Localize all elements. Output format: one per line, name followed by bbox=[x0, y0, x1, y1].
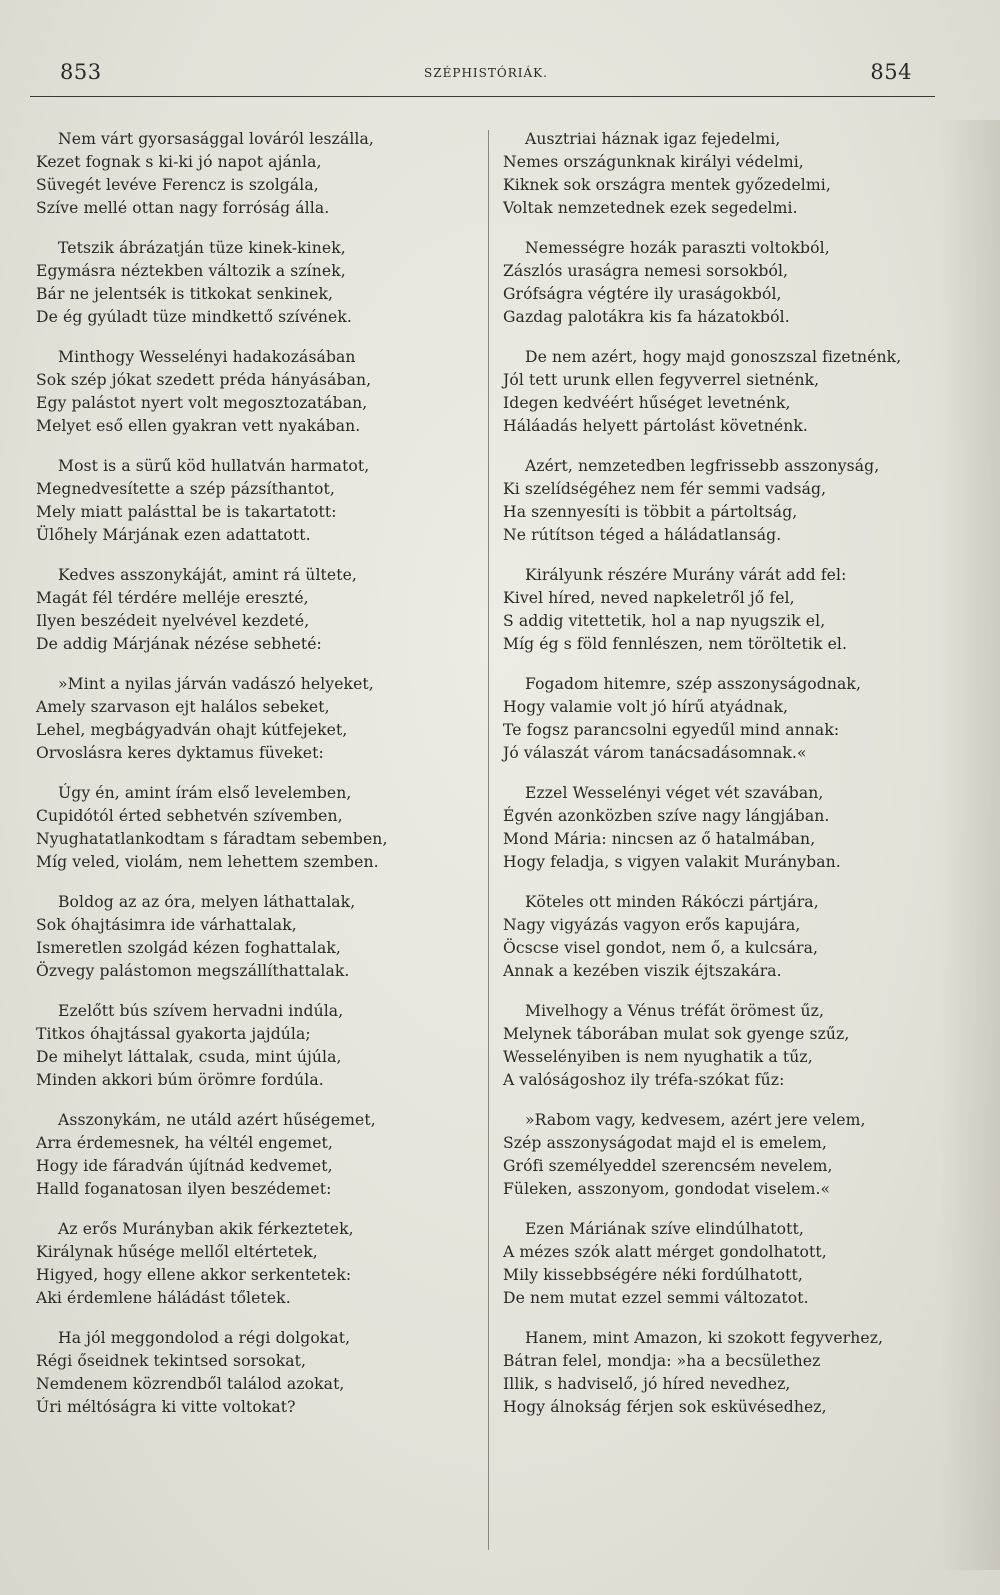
stanza bbox=[503, 128, 935, 220]
verse-line: Nagy vigyázás vagyon erős kapujára, bbox=[503, 916, 801, 934]
verse-line: Titkos óhajtással gyakorta jajdúla; bbox=[36, 1025, 311, 1043]
stanza bbox=[503, 1218, 935, 1310]
verse-line: Hogy ide fáradván újítnád kedvemet, bbox=[36, 1157, 333, 1175]
verse-line: Minthogy Wesselényi hadakozásában bbox=[58, 348, 356, 366]
stanza bbox=[36, 564, 466, 656]
stanza bbox=[503, 673, 935, 765]
verse-line: Megnedvesítette a szép pázsíthantot, bbox=[36, 480, 335, 498]
verse-line: Magát fél térdére melléje ereszté, bbox=[36, 589, 309, 607]
verse-line: Kezet fognak s ki-ki jó napot ajánla, bbox=[36, 153, 322, 171]
stanza bbox=[36, 1218, 466, 1310]
stanza bbox=[36, 1000, 466, 1092]
verse-line: Cupidótól érted sebhetvén szívemben, bbox=[36, 807, 343, 825]
verse-line: Mily kissebbségére néki fordúlhatott, bbox=[503, 1266, 803, 1284]
verse-line: Köteles ott minden Rákóczi pártjára, bbox=[525, 893, 819, 911]
verse-line: Régi őseidnek tekintsed sorsokat, bbox=[36, 1352, 307, 1370]
verse-line: Ausztriai háznak igaz fejedelmi, bbox=[525, 130, 781, 148]
verse-line: Illik, s hadviselő, jó híred nevedhez, bbox=[503, 1375, 791, 1393]
verse-line: Füleken, asszonyom, gondodat viselem.« bbox=[503, 1180, 831, 1198]
verse-line: Ne rútítson téged a háládatlanság. bbox=[503, 526, 782, 544]
stanza bbox=[503, 237, 935, 329]
verse-line: Az erős Murányban akik férkeztetek, bbox=[58, 1220, 354, 1238]
verse-line: Mond Mária: nincsen az ő hatalmában, bbox=[503, 830, 816, 848]
verse-line: Amely szarvason ejt halálos sebeket, bbox=[36, 698, 330, 716]
verse-line: Úri méltóságra ki vitte voltokat? bbox=[36, 1398, 296, 1416]
verse-line: De mihelyt láttalak, csuda, mint újúla, bbox=[36, 1048, 342, 1066]
stanza bbox=[36, 1327, 466, 1419]
verse-line: Szíve mellé ottan nagy forróság álla. bbox=[36, 199, 330, 217]
verse-line: Nem várt gyorsasággal lováról leszálla, bbox=[58, 130, 374, 148]
stanza bbox=[503, 564, 935, 656]
stanza bbox=[36, 237, 466, 329]
verse-line: Süvegét levéve Ferencz is szolgála, bbox=[36, 176, 319, 194]
verse-line: Hogy álnokság férjen sok esküvésedhez, bbox=[503, 1398, 827, 1416]
verse-line: Hogy valamie volt jó hírű atyádnak, bbox=[503, 698, 789, 716]
stanza bbox=[503, 1327, 935, 1419]
verse-line: Ezzel Wesselényi véget vét szavában, bbox=[525, 784, 824, 802]
stanza bbox=[36, 455, 466, 547]
verse-line: Ha jól meggondolod a régi dolgokat, bbox=[58, 1329, 351, 1347]
verse-line: Fogadom hitemre, szép asszonyságodnak, bbox=[525, 675, 861, 693]
verse-line: Míg ég s föld fennlészen, nem töröltetik el. bbox=[503, 635, 848, 653]
verse-line: Annak a kezében viszik éjtszakára. bbox=[503, 962, 782, 980]
verse-line: Ismeretlen szolgád kézen foghattalak, bbox=[36, 939, 341, 957]
stanza bbox=[503, 891, 935, 983]
verse-line: Halld foganatosan ilyen beszédemet: bbox=[36, 1180, 332, 1198]
verse-line: Hogy feladja, s vigyen valakit Murányban. bbox=[503, 853, 841, 871]
verse-line: Idegen kedvéért hűséget levetnénk, bbox=[503, 394, 791, 412]
verse-line: Háláadás helyett pártolást követnénk. bbox=[503, 417, 808, 435]
stanza bbox=[36, 346, 466, 438]
verse-line: Királyunk részére Murány várát add fel: bbox=[525, 566, 847, 584]
running-title: SZÉPHISTÓRIÁK. bbox=[424, 66, 548, 80]
verse-line: Voltak nemzetednek ezek segedelmi. bbox=[503, 199, 798, 217]
verse-line: Nyughatatlankodtam s fáradtam sebemben, bbox=[36, 830, 388, 848]
verse-line: »Rabom vagy, kedvesem, azért jere velem, bbox=[525, 1111, 866, 1129]
verse-line: Minden akkori búm örömre fordúla. bbox=[36, 1071, 324, 1089]
verse-line: Egymásra néztekben változik a színek, bbox=[36, 262, 346, 280]
stanza bbox=[503, 346, 935, 438]
stanza bbox=[36, 673, 466, 765]
verse-line: Bátran felel, mondja: »ha a becsülethez bbox=[503, 1352, 821, 1370]
verse-line: Grófságra végtére ily uraságokból, bbox=[503, 285, 782, 303]
verse-line: De nem mutat ezzel semmi változatot. bbox=[503, 1289, 809, 1307]
verse-line: Nemdenem közrendből találod azokat, bbox=[36, 1375, 345, 1393]
verse-line: Kiknek sok országra mentek győzedelmi, bbox=[503, 176, 831, 194]
stanza bbox=[503, 455, 935, 547]
verse-line: Higyed, hogy ellene akkor serkentetek: bbox=[36, 1266, 352, 1284]
verse-line: A valóságoshoz ily tréfa-szókat fűz: bbox=[503, 1071, 785, 1089]
stanza bbox=[503, 1109, 935, 1201]
verse-line: S addig vitettetik, hol a nap nyugszik el, bbox=[503, 612, 826, 630]
verse-line: Özvegy palástomon megszállíthattalak. bbox=[36, 962, 350, 980]
verse-line: Sok óhajtásimra ide várhattalak, bbox=[36, 916, 297, 934]
verse-line: Királynak hűsége mellől eltértetek, bbox=[36, 1243, 318, 1261]
stanza bbox=[36, 128, 466, 220]
verse-line: Ilyen beszédeit nyelvével kezdeté, bbox=[36, 612, 310, 630]
verse-line: Ülőhely Márjának ezen adattatott. bbox=[36, 526, 311, 544]
page-number-right: 854 bbox=[870, 60, 912, 84]
verse-line: Lehel, megbágyadván ohajt kútfejeket, bbox=[36, 721, 348, 739]
verse-line: Boldog az az óra, melyen láthattalak, bbox=[58, 893, 356, 911]
verse-line: Sok szép jókat szedett préda hányásában, bbox=[36, 371, 372, 389]
page-number-left: 853 bbox=[60, 60, 102, 84]
verse-line: Ezelőtt bús szívem hervadni indúla, bbox=[58, 1002, 344, 1020]
verse-line: Szép asszonyságodat majd el is emelem, bbox=[503, 1134, 827, 1152]
verse-line: Tetszik ábrázatján tüze kinek-kinek, bbox=[58, 239, 346, 257]
header-rule bbox=[30, 96, 935, 97]
verse-line: Melyet eső ellen gyakran vett nyakában. bbox=[36, 417, 361, 435]
verse-line: A mézes szók alatt mérget gondolhatott, bbox=[503, 1243, 827, 1261]
verse-line: Te fogsz parancsolni egyedűl mind annak: bbox=[503, 721, 840, 739]
verse-line: Hanem, mint Amazon, ki szokott fegyverhez, bbox=[525, 1329, 884, 1347]
verse-line: De addig Márjának nézése sebheté: bbox=[36, 635, 322, 653]
verse-line: Egy palástot nyert volt megosztozatában, bbox=[36, 394, 368, 412]
verse-line: Aki érdemlene háládást tőletek. bbox=[36, 1289, 291, 1307]
verse-line: Jól tett urunk ellen fegyverrel sietnénk, bbox=[503, 371, 820, 389]
stanza bbox=[36, 1109, 466, 1201]
verse-line: Melynek táborában mulat sok gyenge szűz, bbox=[503, 1025, 850, 1043]
verse-line: Zászlós uraságra nemesi sorsokból, bbox=[503, 262, 789, 280]
page-header bbox=[60, 60, 912, 90]
verse-line: Kedves asszonykáját, amint rá ültete, bbox=[58, 566, 357, 584]
verse-line: Nemességre hozák paraszti voltokból, bbox=[525, 239, 830, 257]
stanza bbox=[503, 782, 935, 874]
column-divider bbox=[488, 130, 489, 1550]
verse-line: Bár ne jelentsék is titkokat senkinek, bbox=[36, 285, 334, 303]
verse-line: Úgy én, amint írám első levelemben, bbox=[58, 784, 352, 802]
stanza bbox=[36, 891, 466, 983]
verse-line: Nemes országunknak királyi védelmi, bbox=[503, 153, 804, 171]
verse-line: Grófi személyeddel szerencsém nevelem, bbox=[503, 1157, 833, 1175]
verse-line: »Mint a nyilas járván vadászó helyeket, bbox=[58, 675, 374, 693]
verse-line: Mely miatt palásttal be is takartatott: bbox=[36, 503, 337, 521]
verse-line: Öcscse visel gondot, nem ő, a kulcsára, bbox=[503, 939, 819, 957]
verse-line: Mivelhogy a Vénus tréfát örömest űz, bbox=[525, 1002, 825, 1020]
verse-line: Ha szennyesíti is többit a pártoltság, bbox=[503, 503, 798, 521]
verse-line: Asszonykám, ne utáld azért hűségemet, bbox=[58, 1111, 376, 1129]
verse-line: Orvoslásra keres dyktamus füveket: bbox=[36, 744, 324, 762]
verse-line: Kivel híred, neved napkeletről jő fel, bbox=[503, 589, 795, 607]
verse-line: Jó válaszát várom tanácsadásomnak.« bbox=[503, 744, 807, 762]
verse-line: Gazdag palotákra kis fa házatokból. bbox=[503, 308, 790, 326]
verse-line: Égvén azonközben szíve nagy lángjában. bbox=[503, 807, 830, 825]
page-edge-shadow bbox=[940, 120, 1000, 1570]
verse-line: De nem azért, hogy majd gonoszszal fizetnénk, bbox=[525, 348, 902, 366]
stanza bbox=[36, 782, 466, 874]
verse-line: De ég gyúladt tüze mindkettő szívének. bbox=[36, 308, 352, 326]
right-column bbox=[503, 128, 935, 1436]
verse-line: Azért, nemzetedben legfrissebb asszonyság, bbox=[525, 457, 880, 475]
verse-line: Most is a sürű köd hullatván harmatot, bbox=[58, 457, 370, 475]
verse-line: Arra érdemesnek, ha véltél engemet, bbox=[36, 1134, 333, 1152]
verse-line: Míg veled, violám, nem lehettem szemben. bbox=[36, 853, 379, 871]
verse-line: Ki szelídségéhez nem fér semmi vadság, bbox=[503, 480, 827, 498]
verse-line: Ezen Máriának szíve elindúlhatott, bbox=[525, 1220, 804, 1238]
stanza bbox=[503, 1000, 935, 1092]
left-column bbox=[36, 128, 466, 1436]
verse-line: Wesselényiben is nem nyughatik a tűz, bbox=[503, 1048, 813, 1066]
